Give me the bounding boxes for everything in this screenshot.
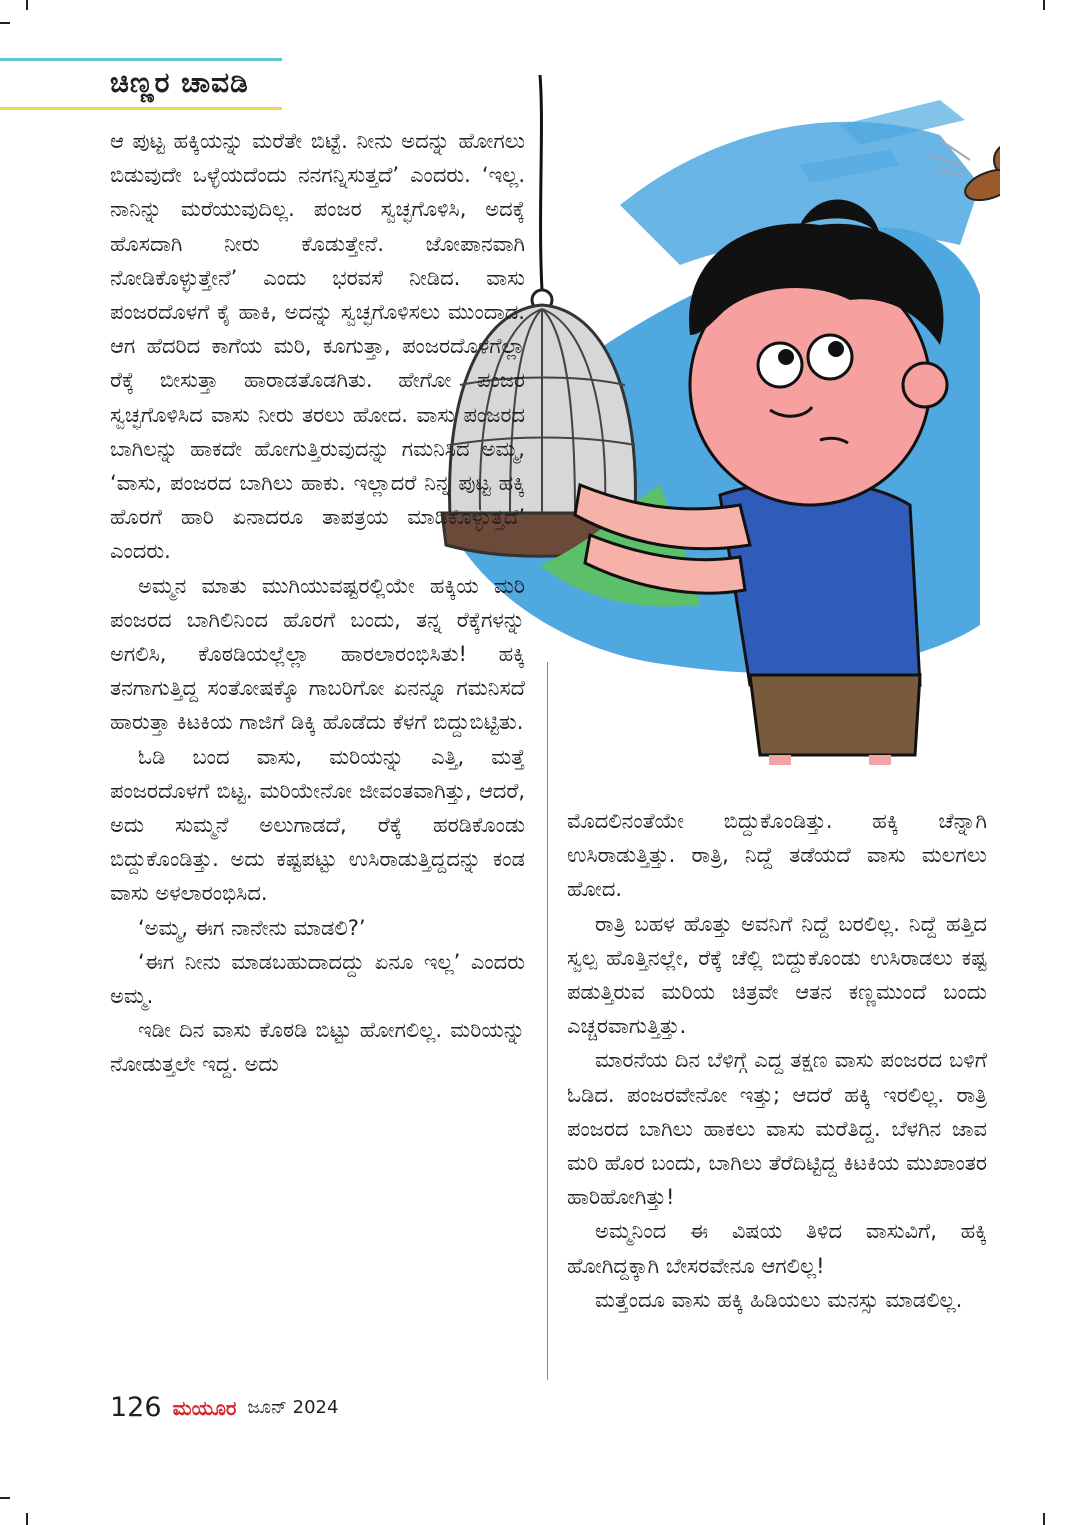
paragraph: ‘ಅಮ್ಮ, ಈಗ ನಾನೇನು ಮಾಡಲಿ?’ bbox=[138, 915, 366, 940]
paragraph: ಅಮ್ಮನ ಮಾತು ಮುಗಿಯುವಷ್ಟರಲ್ಲಿಯೇ ಹಕ್ಕಿಯ ಮರಿ ಪಂಜರದ ಬಾಗಿಲಿನಿಂದ ಹೊರಗೆ ಬಂದು, ತನ್ನ ರೆಕ್ಕೆಗಳನ್ನು ಅಗಲಿಸಿ, ಕೊಠಡಿಯಲ್ಲೆಲ್ಲಾ ಹಾರಲಾರಂಭಿಸಿತು! ಹಕ್ಕಿ ತನಗಾಗುತ್ತಿದ್ದ ಸಂತೋಷಕ್ಕೊ ಗಾಬರಿಗೋ ಏನನ್ನೂ ಗಮನಿಸದೆ ಹಾರುತ್ತಾ ಕಿಟಕಿಯ ಗಾಜಿಗೆ ಡಿಕ್ಕಿ ಹೊಡೆದು ಕೆಳಗೆ ಬಿದ್ದುಬಿಟ್ಟಿತು. bbox=[110, 573, 525, 735]
paragraph: ‘ಈಗ ನೀನು ಮಾಡಬಹುದಾದದ್ದು ಏನೂ ಇಲ್ಲ’ ಎಂದರು ಅಮ್ಮ. bbox=[110, 949, 525, 1009]
paragraph: ಮತ್ತೆಂದೂ ವಾಸು ಹಕ್ಕಿ ಹಿಡಿಯಲು ಮನಸ್ಸು ಮಾಡಲಿಲ್ಲ. bbox=[595, 1287, 963, 1312]
page-footer bbox=[110, 1392, 338, 1428]
crop-mark bbox=[26, 0, 28, 10]
magazine-logo: ಮಯೂರ bbox=[172, 1395, 237, 1420]
crop-mark bbox=[26, 1513, 28, 1525]
article-text-right-column bbox=[567, 804, 987, 1317]
paragraph: ಆ ಪುಟ್ಟ ಹಕ್ಕಿಯನ್ನು ಮರೆತೇ ಬಿಟ್ಟೆ. ನೀನು ಅದನ್ನು ಹೋಗಲು ಬಿಡುವುದೇ ಒಳ್ಳೆಯದೆಂದು ನನಗನ್ನಿಸುತ್ತದೆ’ ಎಂದರು. ‘ಇಲ್ಲ. ನಾನಿನ್ನು ಮರೆಯುವುದಿಲ್ಲ. ಪಂಜರ ಸ್ವಚ್ಛಗೊಳಿಸಿ, ಅದಕ್ಕೆ ಹೊಸದಾಗಿ ನೀರು ಕೊಡುತ್ತೇನೆ. ಜೋಪಾನವಾಗಿ ನೋಡಿಕೊಳ್ಳುತ್ತೇನೆ’ ಎಂದು ಭರವಸೆ ನೀಡಿದ. ವಾಸು ಪಂಜರದೊಳಗೆ ಕೈ ಹಾಕಿ, ಅದನ್ನು ಸ್ವಚ್ಛಗೊಳಿಸಲು ಮುಂದಾದ. ಆಗ ಹೆದರಿದ ಕಾಗೆಯ ಮರಿ, ಕೂಗುತ್ತಾ, ಪಂಜರದೊಳಗೆಲ್ಲಾ ರೆಕ್ಕೆ ಬೀಸುತ್ತಾ ಹಾರಾಡತೊಡಗಿತು. ಹೇಗೋ ಪಂಜರ ಸ್ವಚ್ಛಗೊಳಿಸಿದ ವಾಸು ನೀರು ತರಲು ಹೋದ. ವಾಸು ಪಂಜರದ ಬಾಗಿಲನ್ನು ಹಾಕದೇ ಹೋಗುತ್ತಿರುವುದನ್ನು ಗಮನಿಸಿದ ಅಮ್ಮ, ‘ವಾಸು, ಪಂಜರದ ಬಾಗಿಲು ಹಾಕು. ಇಲ್ಲಾದರೆ ನಿನ್ನ ಪುಟ್ಟ ಹಕ್ಕಿ ಹೊರಗೆ ಹಾರಿ ಏನಾದರೂ ತಾಪತ್ರಯ ಮಾಡಿಕೊಳ್ಳುತ್ತದೆ’ ಎಂದರು. bbox=[110, 129, 525, 564]
issue-date: ಜೂನ್ 2024 bbox=[247, 1397, 339, 1418]
header-rule-bottom bbox=[0, 107, 282, 110]
paragraph: ರಾತ್ರಿ ಬಹಳ ಹೊತ್ತು ಅವನಿಗೆ ನಿದ್ದೆ ಬರಲಿಲ್ಲ. ನಿದ್ದೆ ಹತ್ತಿದ ಸ್ವಲ್ಪ ಹೊತ್ತಿನಲ್ಲೇ, ರೆಕ್ಕೆ ಚೆಲ್ಲಿ ಬಿದ್ದುಕೊಂಡು ಉಸಿರಾಡಲು ಕಷ್ಟ ಪಡುತ್ತಿರುವ ಮರಿಯ ಚಿತ್ರವೇ ಆತನ ಕಣ್ಣಮುಂದೆ ಬಂದು ಎಚ್ಚರವಾಗುತ್ತಿತ್ತು. bbox=[567, 911, 987, 1039]
crop-mark bbox=[0, 22, 10, 24]
paragraph: ಓಡಿ ಬಂದ ವಾಸು, ಮರಿಯನ್ನು ಎತ್ತಿ, ಮತ್ತೆ ಪಂಜರದೊಳಗೆ ಬಿಟ್ಟ. ಮರಿಯೇನೋ ಜೀವಂತವಾಗಿತ್ತು, ಆದರೆ, ಅದು ಸುಮ್ಮನೆ ಅಲುಗಾಡದೆ, ರೆಕ್ಕೆ ಹರಡಿಕೊಂಡು ಬಿದ್ದುಕೊಂಡಿತ್ತು. ಅದು ಕಷ್ಟಪಟ್ಟು ಉಸಿರಾಡುತ್ತಿದ್ದದನ್ನು ಕಂಡ ವಾಸು ಅಳಲಾರಂಭಿಸಿದ. bbox=[110, 744, 525, 906]
paragraph: ಅಮ್ಮನಿಂದ ಈ ವಿಷಯ ತಿಳಿದ ವಾಸುವಿಗೆ, ಹಕ್ಕಿ ಹೋಗಿದ್ದಕ್ಕಾಗಿ ಬೇಸರವೇನೂ ಆಗಲಿಲ್ಲ! bbox=[567, 1219, 987, 1278]
column-divider bbox=[547, 662, 548, 1380]
page-number: 126 bbox=[110, 1392, 162, 1423]
header-rule-top bbox=[0, 58, 282, 61]
section-title: ಚಿಣ್ಣರ ಚಾವಡಿ bbox=[110, 66, 249, 99]
paragraph: ಮಾರನೆಯ ದಿನ ಬೆಳಿಗ್ಗೆ ಎದ್ದ ತಕ್ಷಣ ವಾಸು ಪಂಜರದ ಬಳಿಗೆ ಓಡಿದ. ಪಂಜರವೇನೋ ಇತ್ತು; ಆದರೆ ಹಕ್ಕಿ ಇರಲಿಲ್ಲ. ರಾತ್ರಿ ಪಂಜರದ ಬಾಗಿಲು ಹಾಕಲು ವಾಸು ಮರೆತಿದ್ದ. ಬೆಳಗಿನ ಜಾವ ಮರಿ ಹೊರ ಬಂದು, ಬಾಗಿಲು ತೆರೆದಿಟ್ಟಿದ್ದ ಕಿಟಕಿಯ ಮುಖಾಂತರ ಹಾರಿಹೋಗಿತ್ತು! bbox=[567, 1048, 987, 1210]
crop-mark bbox=[0, 1497, 10, 1499]
crop-mark bbox=[1043, 0, 1045, 10]
paragraph: ಇಡೀ ದಿನ ವಾಸು ಕೊಠಡಿ ಬಿಟ್ಟು ಹೋಗಲಿಲ್ಲ. ಮರಿಯನ್ನು ನೋಡುತ್ತಲೇ ಇದ್ದ. ಅದು bbox=[110, 1018, 525, 1077]
section-header bbox=[0, 58, 282, 110]
cage-string bbox=[540, 75, 542, 290]
paragraph: ಮೊದಲಿನಂತೆಯೇ ಬಿದ್ದುಕೊಂಡಿತ್ತು. ಹಕ್ಕಿ ಚೆನ್ನಾಗಿ ಉಸಿರಾಡುತ್ತಿತ್ತು. ರಾತ್ರಿ, ನಿದ್ದೆ ತಡೆಯದೆ ವಾಸು ಮಲಗಲು ಹೋದ. bbox=[567, 809, 987, 902]
article-text-left-column bbox=[110, 124, 525, 1082]
crop-mark bbox=[1043, 1513, 1045, 1525]
